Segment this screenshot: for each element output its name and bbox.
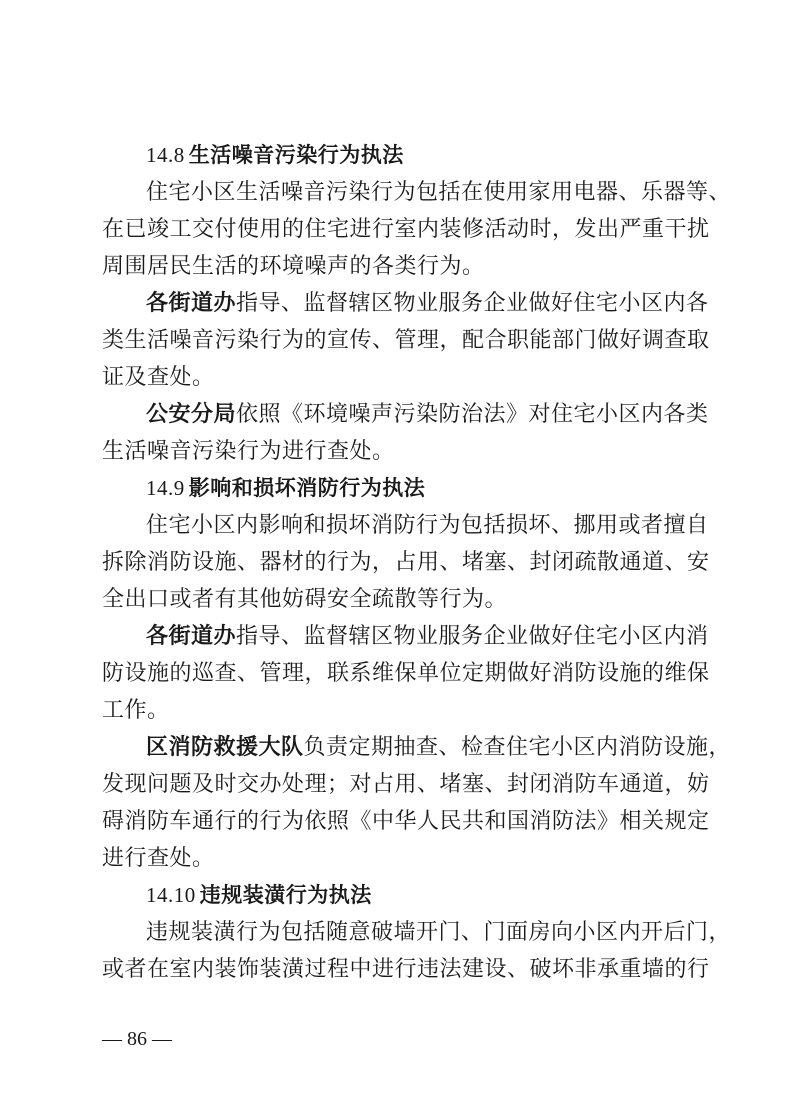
paragraph-line: 住宅小区内影响和损坏消防行为包括损坏、挪用或者擅自 bbox=[146, 513, 709, 538]
paragraph-text: 依照《环境噪声污染防治法》对住宅小区内各类 bbox=[236, 402, 709, 427]
paragraph-line bbox=[102, 729, 732, 766]
responsible-party: 公安分局 bbox=[146, 402, 237, 427]
paragraph-line: 碍消防车通行的行为依照《中华人民共和国消防法》相关规定 bbox=[102, 809, 710, 834]
section-number: 14.10 bbox=[146, 883, 196, 907]
section-title: 违规装潢行为执法 bbox=[199, 883, 372, 907]
paragraph-line: 在已竣工交付使用的住宅进行室内装修活动时，发出严重干扰 bbox=[102, 217, 710, 242]
paragraph-text: 指导、监督辖区物业服务企业做好住宅小区内消 bbox=[236, 624, 709, 649]
section-heading-14-9 bbox=[102, 470, 690, 507]
responsible-party: 各街道办 bbox=[146, 624, 237, 649]
page-number: — 86 — bbox=[102, 1028, 172, 1050]
paragraph-line: 证及查处。 bbox=[102, 365, 215, 390]
section-number: 14.8 bbox=[146, 143, 185, 167]
paragraph-line bbox=[102, 285, 709, 322]
responsible-party: 区消防救援大队 bbox=[146, 735, 304, 760]
paragraph-line: 违规装潢行为包括随意破墙开门、门面房向小区内开后门， bbox=[146, 920, 732, 945]
section-number: 14.9 bbox=[146, 476, 185, 500]
paragraph-line: 拆除消防设施、器材的行为，占用、堵塞、封闭疏散通道、安 bbox=[102, 550, 710, 575]
paragraph-line: 工作。 bbox=[102, 698, 170, 723]
paragraph-line: 或者在室内装饰装潢过程中进行违法建设、破坏非承重墙的行 bbox=[102, 957, 710, 982]
responsible-party: 各街道办 bbox=[146, 291, 237, 316]
paragraph-text: 负责定期抽查、检查住宅小区内消防设施， bbox=[303, 735, 732, 760]
section-heading-14-10 bbox=[102, 877, 690, 914]
paragraph-line: 生活噪音污染行为进行查处。 bbox=[102, 439, 395, 464]
paragraph-line: 周围居民生活的环境噪声的各类行为。 bbox=[102, 254, 485, 279]
section-title: 影响和损坏消防行为执法 bbox=[188, 476, 426, 500]
section-title: 生活噪音污染行为执法 bbox=[188, 143, 404, 167]
paragraph-line: 发现问题及时交办处理；对占用、堵塞、封闭消防车通道，妨 bbox=[102, 772, 710, 797]
paragraph-text: 指导、监督辖区物业服务企业做好住宅小区内各 bbox=[236, 291, 709, 316]
paragraph-line: 类生活噪音污染行为的宣传、管理，配合职能部门做好调查取 bbox=[102, 328, 710, 353]
section-heading-14-8 bbox=[102, 137, 690, 174]
paragraph-line: 全出口或者有其他妨碍安全疏散等行为。 bbox=[102, 587, 508, 612]
paragraph-line: 防设施的巡查、管理，联系维保单位定期做好消防设施的维保 bbox=[102, 661, 710, 686]
paragraph-line: 进行查处。 bbox=[102, 846, 215, 871]
document-body bbox=[102, 137, 732, 988]
paragraph-line bbox=[102, 618, 709, 655]
paragraph-line bbox=[102, 396, 709, 433]
paragraph-line: 住宅小区生活噪音污染行为包括在使用家用电器、乐器等、 bbox=[146, 180, 732, 205]
